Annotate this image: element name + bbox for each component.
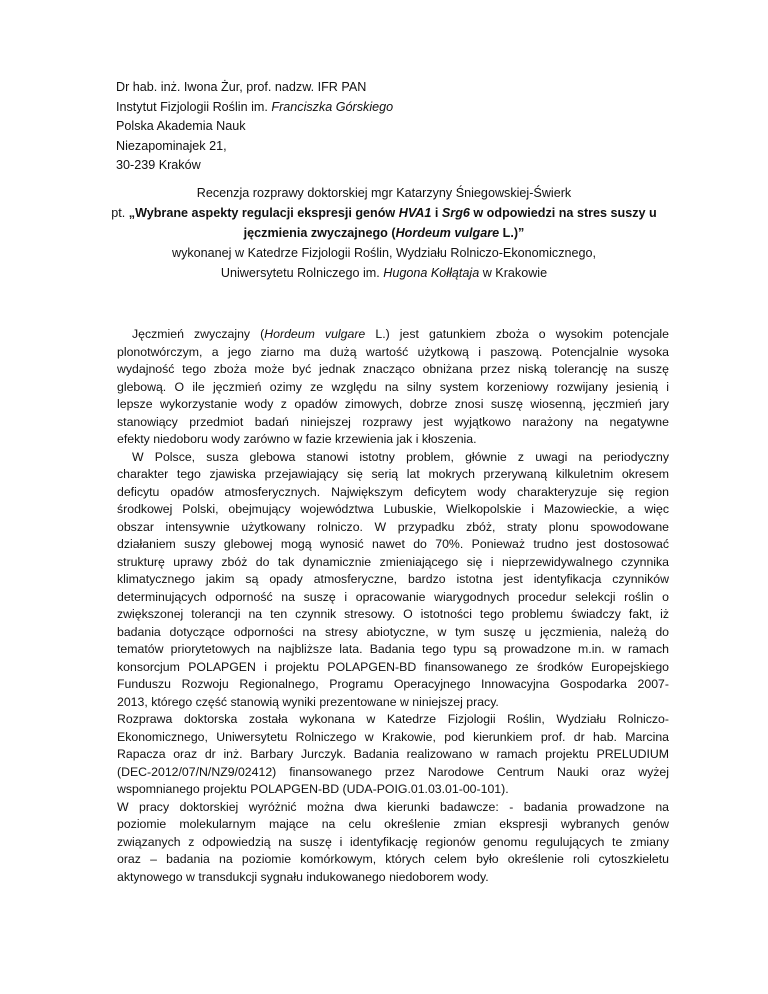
gene-name-2: Srg6 (441, 206, 470, 220)
title-part-e: L.)” (499, 226, 525, 240)
paragraph-line: obszar intensywnie użytkowany rolniczo. W przypadku zbóż, straty plonu spowodowane (117, 519, 669, 534)
title-part-b: i (431, 206, 442, 220)
reviewer-name: Dr hab. inż. Iwona Żur, prof. nadzw. IFR PAN (116, 80, 367, 94)
university-city: w Krakowie (479, 266, 548, 280)
reviewer-academy: Polska Akademia Nauk (116, 119, 246, 134)
university-line (100, 263, 668, 283)
review-title: Recenzja rozprawy doktorskiej mgr Katarzyny Śniegowskiej-Świerk (196, 186, 572, 200)
species-name: Hordeum vulgare (395, 226, 500, 240)
paragraph-line: determinujących odporność na suszę i opracowanie wiarygodnych procedur selekcji roślin o (117, 589, 669, 604)
paragraph-line: stanowiący przedmiot badań niniejszej rozprawy jest wyjątkowo narażony na negatywne (117, 414, 669, 429)
dissertation-title-line-1 (100, 203, 668, 223)
paragraph-1 (117, 326, 669, 449)
paragraph-line: charakter tego zjawiska przejawiający się serią lat mokrych przerywaną kilkuletnim okresem (117, 467, 669, 481)
paragraph-line: zwiększonej tolerancji na ten czynnik stresowy. O istotności tego problemu świadczy fakt, iż (117, 607, 669, 621)
title-prefix: pt. (111, 206, 129, 220)
paragraph-line: strukturę uprawy zbóż do tak dynamicznie zmieniającego się i nieprzewidywalnego czynnika (117, 554, 669, 569)
paragraph-line: W Polsce, susza glebowa stanowi istotny problem, głównie z uwagi na periodyczny (132, 449, 669, 464)
reviewer-address-block (116, 78, 393, 176)
paragraph-line: plonotwórczym, a jego ziarno ma dużą wartość użytkową i paszową. Potencjalnie wysoka (117, 344, 669, 359)
paragraph-line: konsorcjum POLAPGEN i projektu POLAPGEN-BD finansowanego ze środków Europejskiego (117, 659, 669, 674)
paragraph-line (117, 326, 669, 344)
paragraph-4 (117, 799, 669, 887)
paragraph-line: związanych z odpowiedzią na suszę i identyfikację regionów genomu regulujących te zmiany (117, 834, 669, 849)
gene-name-1: HVA1 (398, 206, 432, 220)
title-part-a: „Wybrane aspekty regulacji ekspresji genów (128, 206, 399, 220)
paragraph-line: tematów priorytetowych na najbliższe lata. Badania tego typu są prowadzone m.in. w ramach (117, 642, 669, 656)
paragraph-line: Rapacza oraz dr inż. Barbary Jurczyk. Badania realizowano w ramach projektu PRELUDIUM (117, 747, 669, 761)
paragraph-line: glebową. O ile jęczmień ozimy ze względu na silny system korzeniowy rozwijany jesienią i (117, 379, 669, 394)
paragraph-line: efekty niedoboru wody zarówno w fazie krzewienia jak i kłoszenia. (117, 432, 477, 446)
paragraph-1-line-1-rest: L.) jest gatunkiem zboża o wysokim potencjale (365, 327, 669, 341)
dissertation-title-line-2 (100, 223, 668, 243)
title-part-c: w odpowiedzi na stres suszy u (469, 206, 657, 220)
paragraph-line: poziomie molekularnym mające na celu określenie zmian ekspresji wybranych genów (117, 817, 669, 831)
paragraph-line: klimatycznego jakim są opady atmosferyczne, bardzo istotna jest identyfikacja czynników (117, 572, 669, 586)
paragraph-2 (117, 449, 669, 712)
institute-name: Instytut Fizjologii Roślin im. (116, 99, 272, 114)
paragraph-line: badania dotyczące odporności na stresy abiotyczne, w tym suszę u jęczmienia, należą do (117, 624, 669, 639)
university-patron: Hugona Kołłątaja (383, 266, 480, 280)
paragraph-line: wspomnianego projektu POLAPGEN-BD (UDA-POIG.01.03.01-00-101). (117, 782, 509, 796)
paragraph-line: Ekonomicznego, Uniwersytetu Rolniczego w Krakowie, pod kierunkiem prof. dr hab. Marcina (117, 729, 669, 744)
paragraph-line: aktynowego w transdukcji sygnału indukowanego niedoborem wody. (117, 869, 489, 884)
paragraph-1-start: Jęczmień zwyczajny ( (132, 327, 265, 341)
paragraph-3 (117, 711, 669, 799)
paragraph-line: wydajność tego zboża może być jednak znacząco obniżana przez niską tolerancję na suszę (117, 362, 669, 376)
paragraph-line: działaniem suszy glebowej mogą wynosić nawet do 70%. Ponieważ trudno jest dostosować (117, 537, 669, 551)
species-name-inline: Hordeum vulgare (264, 327, 366, 341)
paragraph-line: oraz – badania na poziomie komórkowym, których celem było określenie roli cytoszkieletu (117, 852, 669, 866)
paragraph-line: Funduszu Rozwoju Regionalnego, Programu Operacyjnego Innowacyjna Gospodarka 2007- (117, 677, 669, 691)
paragraph-line: (DEC-2012/07/N/NZ9/02412) finansowanego przez Narodowe Centrum Nauki oraz wyżej (117, 764, 669, 779)
paragraph-line: 2013, którego część stanowią wyniki prezentowane w niniejszej pracy. (117, 694, 499, 709)
university-prefix: Uniwersytetu Rolniczego im. (220, 266, 384, 280)
paragraph-line: lepsze wykorzystanie wody z opadów zimowych, dobrze znosi suszę wiosenną, jęczmień jary (117, 397, 669, 411)
paragraph-line: W pracy doktorskiej wyróżnić można dwa kierunki badawcze: - badania prowadzone na (117, 799, 669, 814)
review-heading (100, 183, 668, 283)
review-body (117, 326, 669, 886)
department-line: wykonanej w Katedrze Fizjologii Roślin, Wydziału Rolniczo-Ekonomicznego, (171, 246, 597, 260)
title-part-d: jęczmienia zwyczajnego ( (243, 226, 396, 240)
institute-patron: Franciszka Górskiego (271, 99, 394, 114)
reviewer-institute (116, 98, 393, 118)
paragraph-line: deficytu opadów atmosferycznych. Największym deficytem wody charakteryzuje się region (117, 484, 669, 499)
reviewer-street: Niezapominajek 21, (116, 138, 227, 153)
reviewer-city: 30-239 Kraków (116, 158, 201, 173)
paragraph-line: środkowej Polski, obejmujący województwa Lubuskie, Wielkopolskie i Mazowieckie, a więc (117, 502, 669, 516)
paragraph-line: Rozprawa doktorska została wykonana w Katedrze Fizjologii Roślin, Wydziału Rolniczo- (117, 712, 669, 726)
